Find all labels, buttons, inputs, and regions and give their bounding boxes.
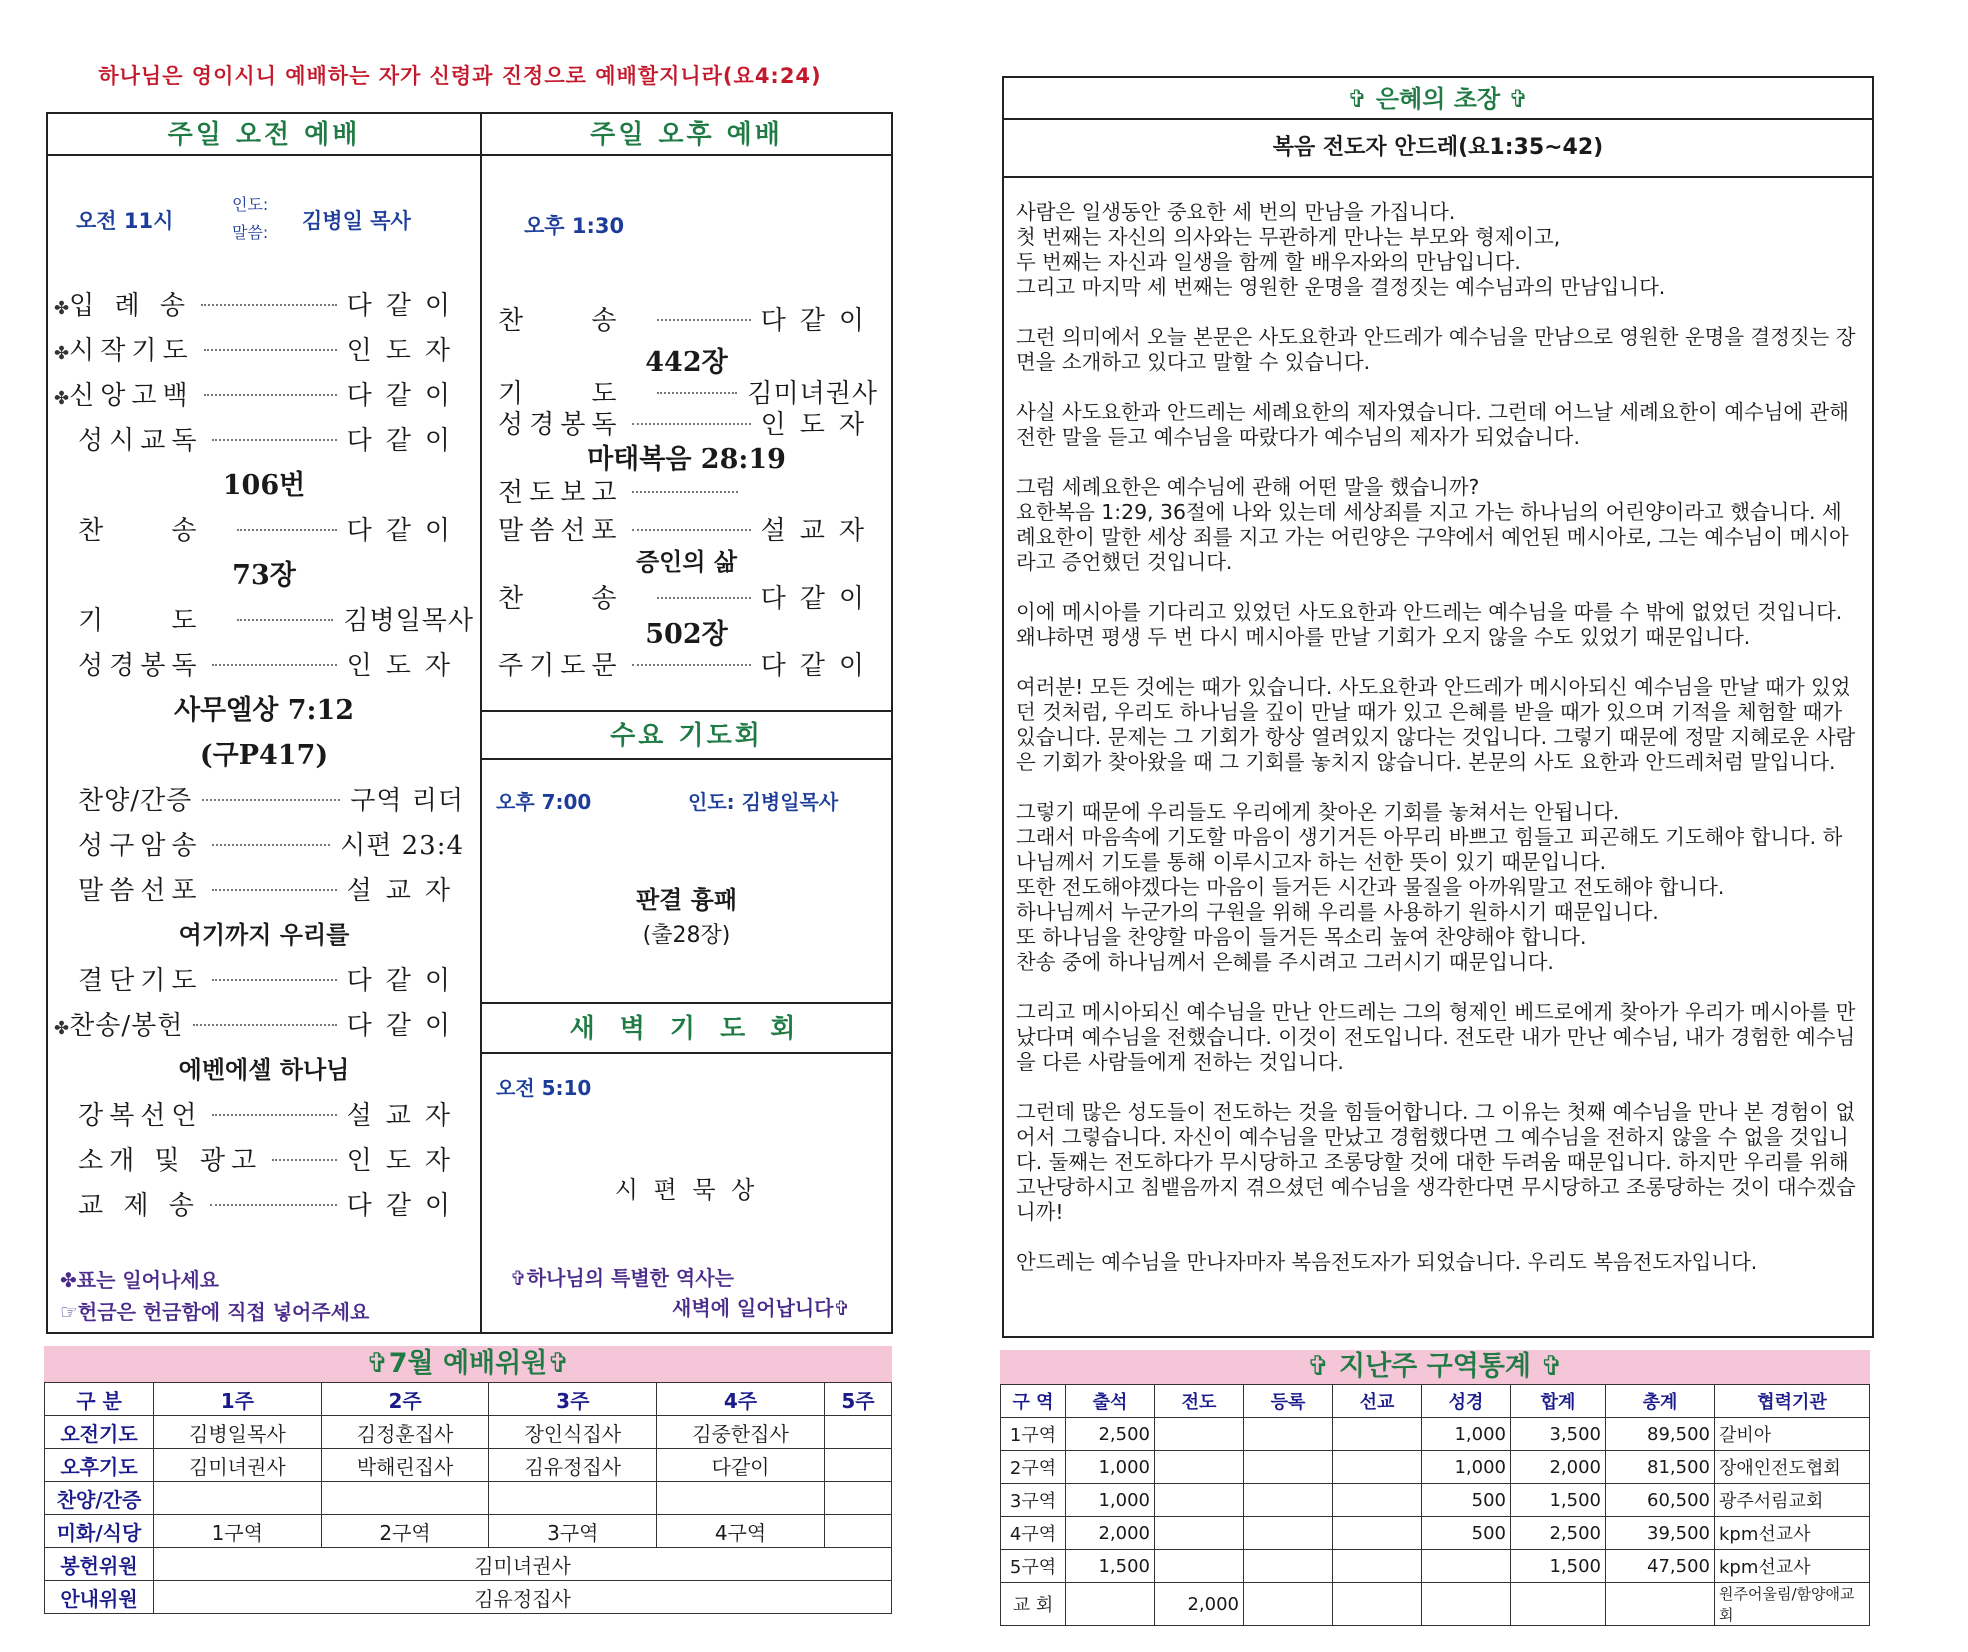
- morning-item: 찬양/간증 구역 리더: [78, 786, 464, 816]
- wednesday-topic: 판결 흉패: [635, 886, 738, 914]
- table-row: 봉헌위원 김미녀권사: [45, 1548, 892, 1581]
- sermon-paragraph: 그리고 메시아되신 예수님을 만난 안드레는 그의 형제인 베드로에게 찾아가 우리가 메시아를 만났다며 예수님을 전했습니다. 이것이 전도입니다. 전도란 내가 만난 예수님, 내가 경험한 예수님을 다른 사람들에게 전하는 것입니다.: [1016, 1000, 1856, 1074]
- sermon-paragraph: 이에 메시아를 기다리고 있었던 사도요한과 안드레는 예수님을 따를 수 밖에 없었던 것입니다. 왜냐하면 평생 두 번 다시 메시아를 만날 기회가 오지 않을 수도 있었기 때문입니다.: [1016, 600, 1843, 649]
- dawn-title: 새 벽 기 도 회: [482, 1004, 891, 1054]
- morning-reading-number: 106번: [222, 470, 306, 501]
- morning-item: 소개 및 광고 인도자: [78, 1146, 464, 1176]
- afternoon-item: 기 도 김미녀권사: [498, 379, 878, 409]
- afternoon-hymn2: 502장: [645, 619, 728, 650]
- table-row: 1구역 2,500 1,000 3,500 89,500 갈비아: [1001, 1418, 1870, 1451]
- table-header: 전도: [1155, 1385, 1244, 1418]
- sermon-paragraph: 안드레는 예수님을 만나자마자 복음전도자가 되었습니다. 우리도 복음전도자입니다.: [1016, 1250, 1758, 1274]
- table-header: 협력기관: [1715, 1385, 1870, 1418]
- table-row: 2구역 1,000 1,000 2,000 81,500 장애인전도협회: [1001, 1451, 1870, 1484]
- morning-leader-name: 김병일 목사: [302, 209, 411, 233]
- table-row: 교 회 2,000 원주어울림/함양애교회: [1001, 1583, 1870, 1626]
- table-header: 구 분: [45, 1383, 154, 1416]
- afternoon-item: 성경봉독 인도자: [498, 410, 878, 440]
- afternoon-item: 찬 송 다같이: [498, 306, 878, 336]
- morning-item: ✤ 입 례 송 다같이: [54, 291, 464, 321]
- morning-item: 결단기도 다같이: [78, 966, 464, 996]
- table-row: 오후기도 김미녀권사 박해린집사 김유정집사 다같이: [45, 1449, 892, 1482]
- wednesday-leader: 인도: 김병일목사: [688, 790, 839, 814]
- morning-hymn-number: 73장: [232, 560, 296, 591]
- wednesday-title: 수요 기도회: [482, 712, 891, 760]
- sermon-paragraph: 여러분! 모든 것에는 때가 있습니다. 사도요한과 안드레가 메시아되신 예수님을 만날 때가 있었던 것처럼, 우리도 하나님을 깊이 만날 때가 있고 은혜를 받을 때가 있으며 기적을 체험할 때가 있습니다. 문제는 그 기회가 항상 열려있지 않다는 것입니다. 그렇기 때문에 정말 지혜로운 사람은 기회가 찾아왔을 때 그 기회를 놓치지 않습니다. 본문의 사도 요한과 안드레처럼 말입니다.: [1016, 675, 1856, 774]
- sermon-paragraph: 그런 의미에서 오늘 본문은 사도요한과 안드레가 예수님을 만남으로 영원한 운명을 결정짓는 장면을 소개하고 있다고 말할 수 있습니다.: [1016, 325, 1856, 374]
- sermon-paragraph: 사실 사도요한과 안드레는 세례요한의 제자였습니다. 그런데 어느날 세례요한이 예수님에 관해 전한 말을 듣고 예수님을 따랐다가 예수님의 제자가 되었습니다.: [1016, 400, 1850, 449]
- morning-item: 찬 송 다같이: [78, 516, 464, 546]
- afternoon-time: 오후 1:30: [524, 214, 625, 238]
- table-row: 5구역 1,500 1,500 47,500 kpm선교사: [1001, 1550, 1870, 1583]
- table-header: 1주: [154, 1383, 322, 1416]
- stats-table: [1000, 1384, 1870, 1626]
- morning-time: 오전 11시: [76, 209, 174, 233]
- sermon-paragraph: 사람은 일생동안 중요한 세 번의 만남을 가집니다. 첫 번째는 자신의 의사와는 무관하게 만나는 부모와 형제이고, 두 번째는 자신과 일생을 함께 할 배우자와의 만남입니다. 그리고 마지막 세 번째는 영원한 운명을 결정짓는 예수님과의 만남입니다.: [1016, 200, 1666, 299]
- dawn-content: 시 편 묵 상: [614, 1176, 759, 1204]
- table-header: 구 역: [1001, 1385, 1066, 1418]
- table-header: 5주: [824, 1383, 891, 1416]
- grace-sermon-title: 복음 전도자 안드레(요1:35~42): [1004, 120, 1872, 178]
- afternoon-sermon-title: 증인의 삶: [635, 548, 738, 576]
- sermon-paragraph: 그런데 많은 성도들이 전도하는 것을 힘들어합니다. 그 이유는 첫째 예수님을 만나 본 경험이 없어서 그렇습니다. 자신이 예수님을 만났고 경험했다면 그 예수님을 전하지 않을 수 없을 것입니다. 둘째는 전도하다가 무시당하고 조롱당할 것에 대한 두려움 때문입니다. 하지만 우리를 위해 고난당하시고 침뱉음까지 겪으셨던 예수님을 생각한다면 무시당하고 조롱당하는 것이 대수겠습니까!: [1016, 1100, 1856, 1224]
- table-row: 오전기도 김병일목사 김정훈집사 장인식집사 김중한집사: [45, 1416, 892, 1449]
- afternoon-item: 말씀선포 설교자: [498, 516, 878, 546]
- morning-item: 기 도 김병일목사: [78, 606, 474, 636]
- dawn-time: 오전 5:10: [496, 1076, 592, 1100]
- dawn-note2: 새벽에 일어납니다✞: [672, 1296, 851, 1320]
- morning-item: 성구암송 시편 23:4: [78, 831, 464, 861]
- morning-item: 말씀선포 설교자: [78, 876, 464, 906]
- table-header: 2주: [321, 1383, 489, 1416]
- table-header: 선교: [1333, 1385, 1422, 1418]
- morning-item: 강복선언 설교자: [78, 1101, 464, 1131]
- stats-title: ✞ 지난주 구역통계 ✞: [1000, 1350, 1870, 1384]
- table-header: 출석: [1066, 1385, 1155, 1418]
- morning-item: 성시교독 다같이: [78, 426, 464, 456]
- dawn-note1: ✞하나님의 특별한 역사는: [510, 1266, 734, 1290]
- july-staff-table: [44, 1382, 892, 1614]
- table-header: 4주: [657, 1383, 825, 1416]
- morning-item: ✤ 시작기도 인도자: [54, 336, 464, 366]
- morning-item: ✤ 찬송/봉헌 다같이: [54, 1011, 464, 1041]
- morning-item: 성경봉독 인도자: [78, 651, 464, 681]
- morning-item: ✤ 신앙고백 다같이: [54, 381, 464, 411]
- table-header: 성경: [1422, 1385, 1511, 1418]
- table-row: 찬양/간증: [45, 1482, 892, 1515]
- sermon-paragraph: 그럼 세례요한은 예수님에 관해 어떤 말을 했습니까? 요한복음 1:29, 36절에 나와 있는데 세상죄를 지고 가는 하나님의 어린양이라고 했습니다. 세례요한이 말한 세상 죄를 지고 가는 어린양은 구약에서 예언된 메시아로, 그는 예수님이 메시아라고 증언했던 것입니다.: [1016, 475, 1849, 574]
- afternoon-service-title: 주일 오후 예배: [482, 114, 891, 156]
- table-row: 미화/식당 1구역 2구역 3구역 4구역: [45, 1515, 892, 1548]
- offering-note: ☞헌금은 헌금함에 직접 넣어주세요: [60, 1300, 370, 1324]
- afternoon-item: 찬 송 다같이: [498, 584, 878, 614]
- table-row: 3구역 1,000 500 1,500 60,500 광주서림교회: [1001, 1484, 1870, 1517]
- morning-leader-label: 인도:: [232, 195, 269, 214]
- afternoon-hymn1: 442장: [645, 347, 728, 378]
- morning-hymn-title: 에벤에셀 하나님: [178, 1056, 350, 1084]
- table-header: 총계: [1606, 1385, 1715, 1418]
- morning-sermon-title: 여기까지 우리를: [178, 921, 350, 949]
- afternoon-item: 주기도문 다같이: [498, 651, 878, 681]
- header-verse: 하나님은 영이시니 예배하는 자가 신령과 진정으로 예배할지니라(요4:24): [98, 64, 822, 88]
- table-header: 합계: [1511, 1385, 1606, 1418]
- sermon-paragraph: 그렇기 때문에 우리들도 우리에게 찾아온 기회를 놓쳐서는 안됩니다. 그래서 마음속에 기도할 마음이 생기거든 아무리 바쁘고 힘들고 피곤해도 기도해야 합니다. 하나님께서 기도를 통해 이루시고자 하는 선한 뜻이 있기 때문입니다. 또한 전도해야겠다는 마음이 들거든 시간과 물질을 아까워말고 전도해야 합니다. 하나님께서 누군가의 구원을 위해 우리를 사용하기 원하시기 때문입니다. 또 하나님을 찬양할 마음이 들거든 목소리 높여 찬양해야 합니다. 찬송 중에 하나님께서 은혜를 주시려고 그러시기 때문입니다.: [1016, 800, 1843, 974]
- table-header: 3주: [489, 1383, 657, 1416]
- table-row: 4구역 2,000 500 2,500 39,500 kpm선교사: [1001, 1517, 1870, 1550]
- standing-note: ✤표는 일어나세요: [60, 1268, 219, 1292]
- morning-scripture: 사무엘상 7:12: [173, 695, 355, 726]
- morning-item: 교 제 송 다같이: [78, 1191, 464, 1221]
- sermon-body: [1016, 200, 1856, 1300]
- afternoon-item: 전도보고: [498, 472, 748, 509]
- wednesday-ref: (출28장): [642, 923, 731, 948]
- morning-service-title: 주일 오전 예배: [48, 114, 480, 156]
- afternoon-scripture: 마태복음 28:19: [587, 444, 786, 475]
- table-header: 등록: [1244, 1385, 1333, 1418]
- morning-scripture-ref: (구P417): [199, 740, 329, 771]
- july-staff-title: ✞7월 예배위원✞: [44, 1346, 892, 1382]
- table-row: 안내위원 김유정집사: [45, 1581, 892, 1614]
- wednesday-time: 오후 7:00: [496, 790, 592, 814]
- grace-title: ✞ 은혜의 초장 ✞: [1004, 80, 1872, 120]
- morning-sermon-label: 말씀:: [232, 223, 269, 242]
